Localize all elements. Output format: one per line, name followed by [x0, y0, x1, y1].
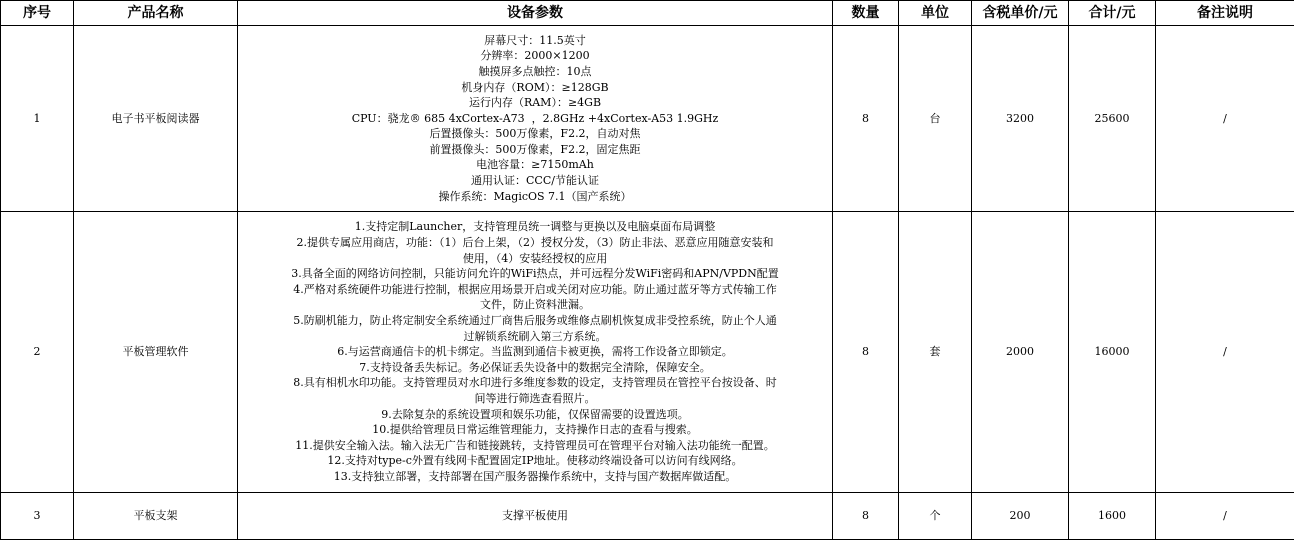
param-line: 12.支持对type-c外置有线网卡配置固定IP地址。使移动终端设备可以访问有线网络。	[327, 454, 743, 468]
param-line: 运行内存（RAM）：≥4GB	[468, 96, 602, 110]
cell-remark[interactable]: /	[1156, 26, 1294, 212]
header-cell-params[interactable]: 设备参数	[238, 1, 833, 26]
table-row	[1, 493, 1294, 540]
param-line: 使用，（4）安装经授权的应用	[462, 251, 608, 265]
cell-unit-price[interactable]: 3200	[972, 26, 1069, 212]
param-line: 10.提供给管理员日常运维管理能力，支持操作日志的查看与搜索。	[372, 423, 698, 437]
param-line: 4.严格对系统硬件功能进行控制，根据应用场景开启或关闭对应功能。防止通过蓝牙等方式传输工作	[293, 282, 777, 296]
param-line: 8.具有相机水印功能。支持管理员对水印进行多维度参数的设定，支持管理员在管控平台按设备、时	[293, 376, 777, 390]
param-line: 文件，防止资料泄漏。	[480, 298, 590, 312]
param-line: 屏幕尺寸：11.5英寸	[484, 33, 586, 47]
param-line: 1.支持定制Launcher，支持管理员统一调整与更换以及电脑桌面布局调整	[354, 220, 716, 234]
cell-remark[interactable]: /	[1156, 212, 1294, 493]
cell-unit[interactable]: 台	[899, 26, 972, 212]
param-line: 3.具备全面的网络访问控制，只能访问允许的WiFi热点，并可远程分发WiFi密码和APN/VPDN配置	[291, 267, 779, 281]
param-line: CPU：骁龙® 685 4xCortex-A73 ，2.8GHz +4xCortex-A53 1.9GHz	[351, 111, 719, 125]
cell-params[interactable]	[238, 493, 833, 540]
param-line: 13.支持独立部署，支持部署在国产服务器操作系统中，支持与国产数据库做适配。	[333, 469, 737, 483]
cell-product-name[interactable]: 电子书平板阅读器	[74, 26, 238, 212]
cell-index[interactable]: 1	[1, 26, 74, 212]
cell-total[interactable]: 16000	[1069, 212, 1156, 493]
param-line: 触摸屏多点触控：10点	[478, 64, 592, 78]
param-line: 2.提供专属应用商店，功能：（1）后台上架，（2）授权分发，（3）防止非法、恶意应用随意安装和	[296, 236, 774, 250]
cell-product-name[interactable]: 平板支架	[74, 493, 238, 540]
header-cell-total[interactable]: 合计/元	[1069, 1, 1156, 26]
params-list	[241, 508, 829, 524]
param-line: 机身内存（ROM）：≥128GB	[461, 80, 609, 94]
params-list	[241, 219, 829, 484]
param-line: 分辨率：2000×1200	[480, 49, 590, 63]
cell-remark[interactable]: /	[1156, 493, 1294, 540]
header-cell-unit[interactable]: 单位	[899, 1, 972, 26]
cell-unit-price[interactable]: 200	[972, 493, 1069, 540]
cell-product-name[interactable]: 平板管理软件	[74, 212, 238, 493]
param-line: 9.去除复杂的系统设置项和娱乐功能，仅保留需要的设置选项。	[381, 407, 689, 421]
cell-unit[interactable]: 套	[899, 212, 972, 493]
param-line: 后置摄像头：500万像素，F2.2，自动对焦	[429, 127, 641, 141]
cell-qty[interactable]: 8	[833, 26, 899, 212]
param-line: 电池容量：≥7150mAh	[476, 158, 594, 172]
header-cell-unit-price[interactable]: 含税单价/元	[972, 1, 1069, 26]
cell-index[interactable]: 2	[1, 212, 74, 493]
cell-params[interactable]	[238, 212, 833, 493]
header-cell-product-name[interactable]: 产品名称	[74, 1, 238, 26]
param-line: 操作系统：MagicOS 7.1（国产系统）	[438, 189, 632, 203]
param-line: 6.与运营商通信卡的机卡绑定。当监测到通信卡被更换，需将工作设备立即锁定。	[337, 345, 733, 359]
cell-params[interactable]	[238, 26, 833, 212]
cell-qty[interactable]: 8	[833, 212, 899, 493]
cell-total[interactable]: 25600	[1069, 26, 1156, 212]
params-list	[241, 33, 829, 205]
header-row	[1, 1, 1294, 26]
cell-index[interactable]: 3	[1, 493, 74, 540]
param-line: 11.提供安全输入法。输入法无广告和链接跳转，支持管理员可在管理平台对输入法功能统一配置。	[295, 438, 775, 452]
table-row	[1, 26, 1294, 212]
param-line: 7.支持设备丢失标记。务必保证丢失设备中的数据完全清除，保障安全。	[359, 360, 711, 374]
cell-unit[interactable]: 个	[899, 493, 972, 540]
table-row	[1, 212, 1294, 493]
param-line: 过解锁系统刷入第三方系统。	[463, 329, 607, 343]
header-cell-remark[interactable]: 备注说明	[1156, 1, 1294, 26]
cell-qty[interactable]: 8	[833, 493, 899, 540]
param-line: 间等进行筛选查看照片。	[474, 391, 596, 405]
cell-unit-price[interactable]: 2000	[972, 212, 1069, 493]
param-line: 前置摄像头：500万像素，F2.2，固定焦距	[429, 142, 641, 156]
cell-total[interactable]: 1600	[1069, 493, 1156, 540]
header-cell-qty[interactable]: 数量	[833, 1, 899, 26]
param-line: 通用认证：CCC/节能认证	[471, 174, 599, 188]
param-line: 支撑平板使用	[502, 509, 568, 523]
param-line: 5.防刷机能力，防止将定制安全系统通过厂商售后服务或维修点刷机恢复成非受控系统，防止个人通	[293, 314, 777, 328]
header-cell-index[interactable]: 序号	[1, 1, 74, 26]
